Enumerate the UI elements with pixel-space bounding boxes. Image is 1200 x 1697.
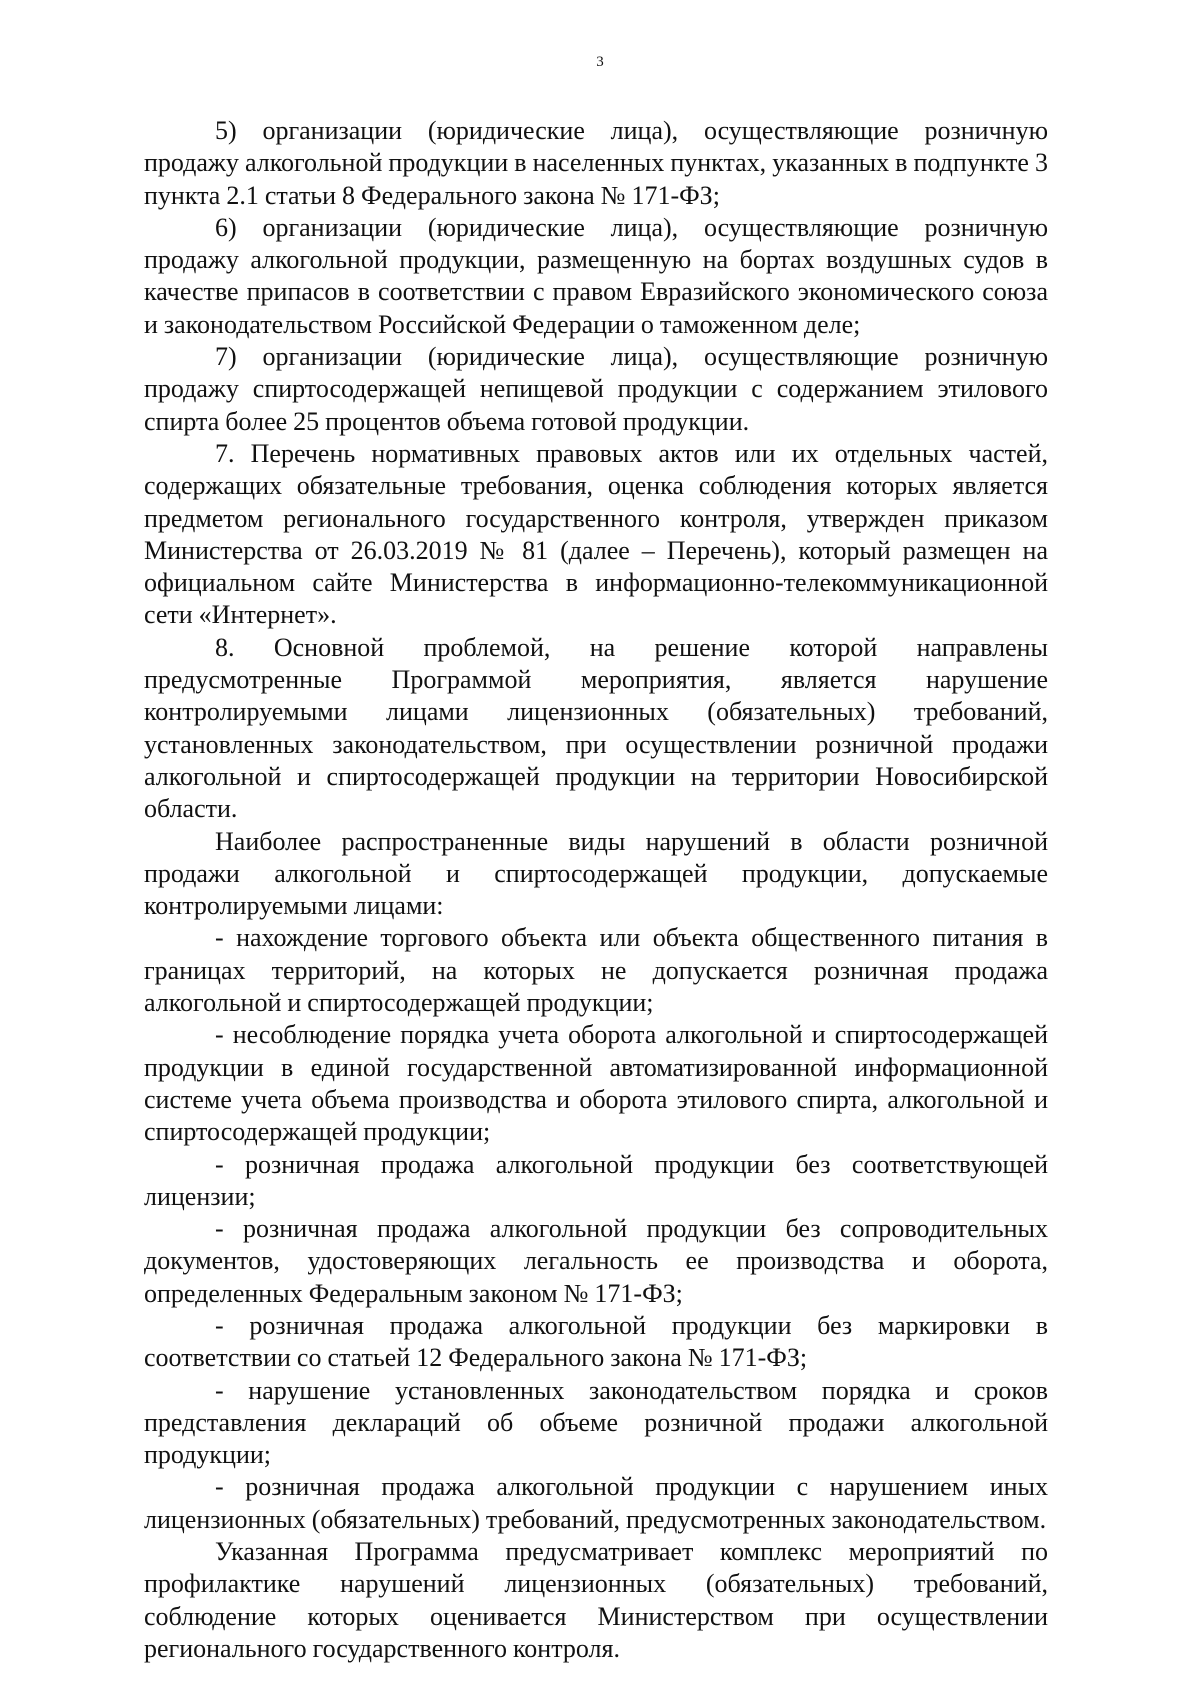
paragraph-program-summary: Указанная Программа предусматривает комплекс мероприятий по профилактике нарушений лицензионных (обязательных) требований, соблюдение которых оценивается Министерством при осуществлении регионального государственного контроля.: [144, 1537, 1048, 1663]
list-item-violation: - нарушение установленных законодательством порядка и сроков представления деклараций об объеме розничной продажи алкогольной продукции;: [144, 1375, 1048, 1470]
list-item-violation: - розничная продажа алкогольной продукции без маркировки в соответствии со статьей 12 Федерального закона № 171-ФЗ;: [144, 1310, 1048, 1373]
list-item-violation: - розничная продажа алкогольной продукции с нарушением иных лицензионных (обязательных) требований, предусмотренных законодательством.: [144, 1472, 1048, 1534]
list-item-violation: - несоблюдение порядка учета оборота алкогольной и спиртосодержащей продукции в единой государственной автоматизированной информационной системе учета объема производства и оборота этилового спирта, алкогольной и спиртосодержащей продукции;: [144, 1020, 1048, 1147]
paragraph-violations-intro: Наиболее распространенные виды нарушений в области розничной продажи алкогольной и спиртосодержащей продукции, допускаемые контролируемыми лицами:: [144, 826, 1048, 921]
list-item-violation: - розничная продажа алкогольной продукции без соответствующей лицензии;: [144, 1149, 1048, 1211]
paragraph-section-7: 7. Перечень нормативных правовых актов или их отдельных частей, содержащих обязательные требования, оценка соблюдения которых является предметом регионального государственного контроля, утвержден приказом Министерства от 26.03.2019 № 81 (далее – Перечень), который размещен на официальном сайте Министерства в информационно-телекоммуникационной сети «Интернет».: [144, 438, 1048, 630]
paragraph-section-8: 8. Основной проблемой, на решение которой направлены предусмотренные Программой мероприятия, является нарушение контролируемыми лицами лицензионных (обязательных) требований, установленных законодательством, при осуществлении розничной продажи алкогольной и спиртосодержащей продукции на территории Новосибирской области.: [144, 632, 1048, 824]
page-number: 3: [596, 54, 604, 70]
list-item-violation: - розничная продажа алкогольной продукции без сопроводительных документов, удостоверяющих легальность ее производства и оборота, определенных Федеральным законом № 171-ФЗ;: [144, 1214, 1048, 1308]
paragraph-item-5: 5) организации (юридические лица), осуществляющие розничную продажу алкогольной продукции в населенных пунктах, указанных в подпункте 3 пункта 2.1 статьи 8 Федерального закона № 171-ФЗ;: [144, 116, 1048, 210]
paragraph-item-7: 7) организации (юридические лица), осуществляющие розничную продажу спиртосодержащей непищевой продукции с содержанием этилового спирта более 25 процентов объема готовой продукции.: [144, 342, 1048, 436]
paragraph-item-6: 6) организации (юридические лица), осуществляющие розничную продажу алкогольной продукции, размещенную на бортах воздушных судов в качестве припасов в соответствии с правом Евразийского экономического союза и законодательством Российской Федерации о таможенном деле;: [144, 212, 1048, 339]
list-item-violation: - нахождение торгового объекта или объекта общественного питания в границах территорий, на которых не допускается розничная продажа алкогольной и спиртосодержащей продукции;: [144, 923, 1048, 1018]
document-body: [144, 115, 1048, 1665]
